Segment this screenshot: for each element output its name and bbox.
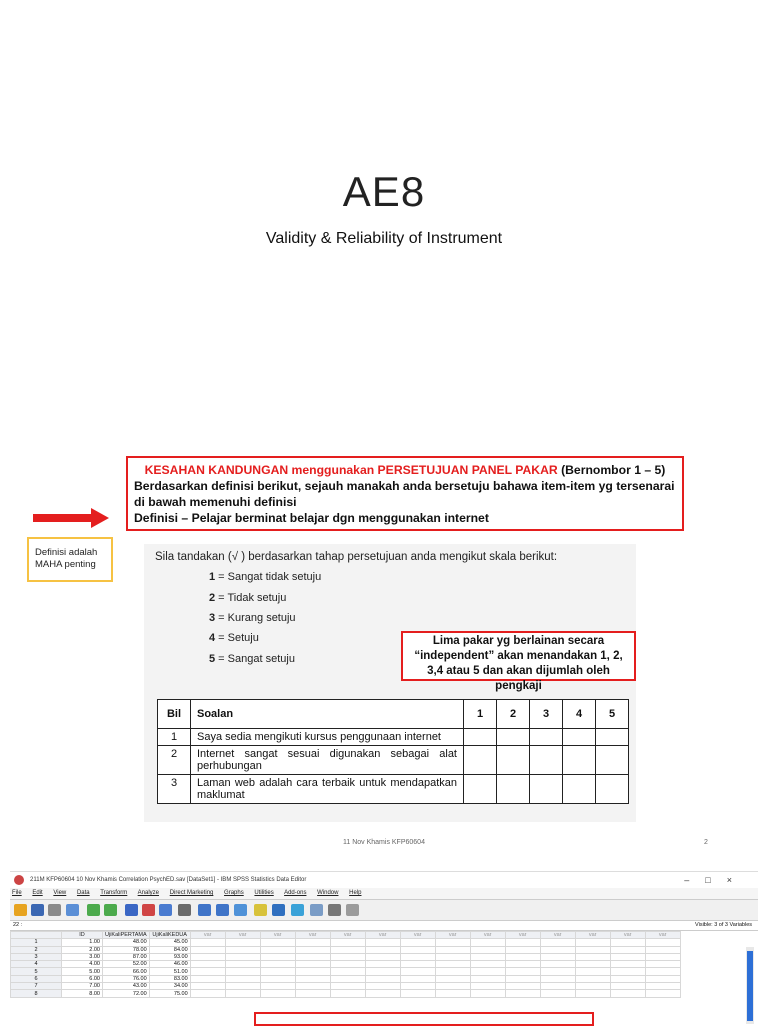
- empty-cell[interactable]: [295, 961, 330, 968]
- window-controls: [684, 872, 748, 888]
- empty-cell[interactable]: [400, 975, 435, 982]
- empty-cell[interactable]: [225, 939, 260, 946]
- minimize-button[interactable]: –: [684, 875, 706, 885]
- empty-cell[interactable]: [505, 939, 540, 946]
- close-button[interactable]: ×: [726, 875, 748, 885]
- rating-cell[interactable]: [464, 729, 497, 746]
- toolbar: [10, 900, 758, 921]
- empty-cell[interactable]: [575, 953, 610, 960]
- col-header-var[interactable]: var: [575, 932, 610, 939]
- data-cell[interactable]: 66.00: [103, 968, 150, 975]
- rating-cell[interactable]: [497, 729, 530, 746]
- data-grid: [10, 931, 758, 998]
- empty-cell[interactable]: [330, 961, 365, 968]
- rating-cell[interactable]: [563, 746, 596, 775]
- menu-analyze[interactable]: Analyze: [137, 890, 160, 896]
- menu-edit[interactable]: Edit: [32, 890, 43, 896]
- empty-cell[interactable]: [260, 968, 295, 975]
- row-number[interactable]: 2: [11, 946, 62, 953]
- empty-cell[interactable]: [610, 968, 645, 975]
- data-cell[interactable]: 52.00: [103, 961, 150, 968]
- empty-cell[interactable]: [260, 953, 295, 960]
- empty-cell[interactable]: [470, 961, 505, 968]
- empty-cell[interactable]: [575, 975, 610, 982]
- rating-cell[interactable]: [596, 729, 629, 746]
- menu-addons[interactable]: Add-ons: [284, 890, 307, 896]
- empty-cell[interactable]: [505, 968, 540, 975]
- col-header-var[interactable]: var: [225, 932, 260, 939]
- col-header-var[interactable]: var: [295, 932, 330, 939]
- col-header-var[interactable]: var: [400, 932, 435, 939]
- empty-cell[interactable]: [610, 939, 645, 946]
- row-question: Laman web adalah cara terbaik untuk mendapatkan maklumat: [191, 775, 464, 804]
- empty-cell[interactable]: [400, 983, 435, 990]
- empty-cell[interactable]: [435, 990, 470, 997]
- rating-cell[interactable]: [530, 729, 563, 746]
- empty-cell[interactable]: [365, 975, 400, 982]
- data-cell[interactable]: 72.00: [103, 990, 150, 997]
- data-cell[interactable]: 87.00: [103, 953, 150, 960]
- col-header-var[interactable]: var: [260, 932, 295, 939]
- empty-cell[interactable]: [225, 975, 260, 982]
- rating-cell[interactable]: [563, 775, 596, 804]
- weight-cases-icon[interactable]: [254, 904, 267, 916]
- empty-cell[interactable]: [540, 961, 575, 968]
- slide-subtitle: Validity & Reliability of Instrument: [265, 230, 503, 247]
- table-row: [11, 968, 681, 975]
- row-number[interactable]: 6: [11, 975, 62, 982]
- empty-cell[interactable]: [540, 968, 575, 975]
- empty-cell[interactable]: [470, 983, 505, 990]
- empty-cell[interactable]: [645, 953, 680, 960]
- row-bil: 3: [158, 775, 191, 804]
- menu-window[interactable]: Window: [317, 890, 339, 896]
- empty-cell[interactable]: [330, 939, 365, 946]
- empty-cell[interactable]: [295, 975, 330, 982]
- empty-cell[interactable]: [260, 939, 295, 946]
- table-row: [11, 975, 681, 982]
- empty-cell[interactable]: [225, 990, 260, 997]
- spss-app-icon: [14, 875, 24, 885]
- row-number[interactable]: 1: [11, 939, 62, 946]
- empty-cell[interactable]: [610, 953, 645, 960]
- empty-cell[interactable]: [400, 939, 435, 946]
- print-icon[interactable]: [48, 904, 61, 916]
- empty-cell[interactable]: [645, 961, 680, 968]
- data-cell[interactable]: 4.00: [62, 961, 103, 968]
- empty-cell[interactable]: [435, 939, 470, 946]
- content-validity-heading: [134, 462, 676, 478]
- dialog-recall-icon[interactable]: [66, 904, 79, 916]
- empty-cell[interactable]: [365, 968, 400, 975]
- col-header-var[interactable]: var: [470, 932, 505, 939]
- table-row: [11, 939, 681, 946]
- goto-variable-icon[interactable]: [142, 904, 155, 916]
- empty-cell[interactable]: [190, 961, 225, 968]
- data-cell[interactable]: 46.00: [149, 961, 190, 968]
- spss-data-editor: [10, 871, 758, 1025]
- empty-cell[interactable]: [225, 946, 260, 953]
- empty-cell[interactable]: [645, 983, 680, 990]
- empty-cell[interactable]: [190, 983, 225, 990]
- empty-cell[interactable]: [260, 975, 295, 982]
- table-row: [11, 983, 681, 990]
- expert-panel-note: Lima pakar yg berlainan secara “independent” akan menandakan 1, 2, 3,4 atau 5 dan akan dijumlah oleh pengkaji: [401, 631, 636, 681]
- definition-note: Definisi adalah MAHA penting: [27, 537, 113, 582]
- row-number[interactable]: 7: [11, 983, 62, 990]
- empty-cell[interactable]: [295, 983, 330, 990]
- empty-cell[interactable]: [645, 975, 680, 982]
- empty-cell[interactable]: [365, 961, 400, 968]
- empty-cell[interactable]: [575, 990, 610, 997]
- row-bil: 1: [158, 729, 191, 746]
- empty-cell[interactable]: [400, 968, 435, 975]
- row-question: Saya sedia mengikuti kursus penggunaan internet: [191, 729, 464, 746]
- empty-cell[interactable]: [435, 946, 470, 953]
- table-row: [11, 961, 681, 968]
- col-header-ujikalikedua[interactable]: UjiKaliKEDUA: [149, 932, 190, 939]
- col-header-2: 2: [497, 700, 530, 729]
- spell-check-icon[interactable]: [346, 904, 359, 916]
- row-number[interactable]: 8: [11, 990, 62, 997]
- empty-cell[interactable]: [435, 983, 470, 990]
- goto-case-icon[interactable]: [125, 904, 138, 916]
- rating-cell[interactable]: [530, 746, 563, 775]
- rating-cell[interactable]: [596, 775, 629, 804]
- col-header-var[interactable]: var: [435, 932, 470, 939]
- empty-cell[interactable]: [470, 975, 505, 982]
- empty-cell[interactable]: [260, 961, 295, 968]
- menu-help[interactable]: Help: [349, 890, 362, 896]
- definition-text: Definisi – Pelajar berminat belajar dgn menggunakan internet: [134, 511, 489, 525]
- show-all-icon[interactable]: [328, 904, 341, 916]
- cell-editor-bar: [10, 921, 758, 931]
- empty-cell[interactable]: [610, 975, 645, 982]
- undo-icon[interactable]: [87, 904, 100, 916]
- empty-cell[interactable]: [190, 975, 225, 982]
- empty-cell[interactable]: [540, 953, 575, 960]
- insert-variable-icon[interactable]: [216, 904, 229, 916]
- window-titlebar: [10, 872, 758, 888]
- empty-cell[interactable]: [470, 939, 505, 946]
- empty-cell[interactable]: [540, 975, 575, 982]
- empty-cell[interactable]: [365, 990, 400, 997]
- menu-transform[interactable]: Transform: [100, 890, 128, 896]
- col-header-ujikalipertama[interactable]: UjiKaliPERTAMA: [103, 932, 150, 939]
- scale-instruction: Sila tandakan (√ ) berdasarkan tahap persetujuan anda mengikut skala berikut:: [155, 551, 558, 563]
- empty-cell[interactable]: [365, 946, 400, 953]
- empty-cell[interactable]: [190, 953, 225, 960]
- data-cell[interactable]: 45.00: [149, 939, 190, 946]
- empty-cell[interactable]: [225, 968, 260, 975]
- empty-cell[interactable]: [505, 990, 540, 997]
- data-cell[interactable]: 8.00: [62, 990, 103, 997]
- col-header-3: 3: [530, 700, 563, 729]
- data-cell[interactable]: 7.00: [62, 983, 103, 990]
- empty-cell[interactable]: [575, 968, 610, 975]
- empty-cell[interactable]: [645, 946, 680, 953]
- col-header-var[interactable]: var: [645, 932, 680, 939]
- empty-cell[interactable]: [435, 975, 470, 982]
- select-cases-icon[interactable]: [272, 904, 285, 916]
- row-number[interactable]: 5: [11, 968, 62, 975]
- row-number[interactable]: 4: [11, 961, 62, 968]
- data-cell[interactable]: 51.00: [149, 968, 190, 975]
- scale-item: 1 = Sangat tidak setuju: [209, 571, 322, 583]
- window-title: 211M KFP60604 10 Nov Khamis Correlation PsychED.sav [DataSet1] - IBM SPSS Statistics Data Editor: [30, 877, 307, 883]
- visible-variables-count: Visible: 3 of 3 Variables: [695, 922, 752, 928]
- empty-cell[interactable]: [295, 953, 330, 960]
- insert-cases-icon[interactable]: [198, 904, 211, 916]
- find-icon[interactable]: [178, 904, 191, 916]
- empty-cell[interactable]: [610, 946, 645, 953]
- cell-reference: 22 :: [13, 922, 23, 928]
- save-icon[interactable]: [31, 904, 44, 916]
- heading-range: (Bernombor 1 – 5): [557, 463, 666, 477]
- col-header-var[interactable]: var: [330, 932, 365, 939]
- empty-cell[interactable]: [190, 946, 225, 953]
- menu-graphs[interactable]: Graphs: [224, 890, 244, 896]
- empty-cell[interactable]: [575, 939, 610, 946]
- data-cell[interactable]: 43.00: [103, 983, 150, 990]
- empty-cell[interactable]: [365, 983, 400, 990]
- empty-cell[interactable]: [400, 961, 435, 968]
- data-cell[interactable]: 78.00: [103, 946, 150, 953]
- menu-view[interactable]: View: [53, 890, 67, 896]
- empty-cell[interactable]: [435, 961, 470, 968]
- data-cell[interactable]: 48.00: [103, 939, 150, 946]
- empty-cell[interactable]: [505, 983, 540, 990]
- scale-item: 2 = Tidak setuju: [209, 592, 287, 604]
- empty-cell[interactable]: [540, 990, 575, 997]
- redo-icon[interactable]: [104, 904, 117, 916]
- rating-cell[interactable]: [464, 746, 497, 775]
- content-validity-box: [126, 456, 684, 531]
- data-cell[interactable]: 84.00: [149, 946, 190, 953]
- scale-item: 4 = Setuju: [209, 632, 259, 644]
- empty-cell[interactable]: [505, 953, 540, 960]
- empty-cell[interactable]: [470, 953, 505, 960]
- grid-header-row: [11, 932, 681, 939]
- menu-direct-marketing[interactable]: Direct Marketing: [169, 890, 214, 896]
- table-row: [158, 729, 629, 746]
- empty-cell[interactable]: [610, 990, 645, 997]
- row-question: Internet sangat sesuai digunakan sebagai alat perhubungan: [191, 746, 464, 775]
- data-cell[interactable]: 93.00: [149, 953, 190, 960]
- empty-cell[interactable]: [645, 939, 680, 946]
- col-header-5: 5: [596, 700, 629, 729]
- empty-cell[interactable]: [400, 946, 435, 953]
- rating-cell[interactable]: [497, 775, 530, 804]
- menu-file[interactable]: File: [12, 890, 22, 896]
- data-cell[interactable]: 3.00: [62, 953, 103, 960]
- col-header-1: 1: [464, 700, 497, 729]
- empty-cell[interactable]: [575, 983, 610, 990]
- col-header-soalan: Soalan: [191, 700, 464, 729]
- value-labels-icon[interactable]: [291, 904, 304, 916]
- data-cell[interactable]: 5.00: [62, 968, 103, 975]
- col-header-var[interactable]: var: [190, 932, 225, 939]
- empty-cell[interactable]: [540, 946, 575, 953]
- rating-cell[interactable]: [497, 746, 530, 775]
- empty-cell[interactable]: [225, 961, 260, 968]
- table-header-row: [158, 700, 629, 729]
- questionnaire-table: [157, 699, 629, 804]
- empty-cell[interactable]: [470, 968, 505, 975]
- rating-cell[interactable]: [563, 729, 596, 746]
- rating-cell[interactable]: [530, 775, 563, 804]
- empty-cell[interactable]: [295, 968, 330, 975]
- scrollbar-thumb[interactable]: [747, 951, 753, 1021]
- empty-cell[interactable]: [295, 946, 330, 953]
- vertical-scrollbar[interactable]: [746, 947, 754, 1024]
- empty-cell[interactable]: [505, 961, 540, 968]
- data-cell[interactable]: 2.00: [62, 946, 103, 953]
- row-number-header: [11, 932, 62, 939]
- grid-body: [11, 939, 681, 997]
- slide-title: AE8: [342, 168, 426, 215]
- empty-cell[interactable]: [225, 983, 260, 990]
- definition-question: Berdasarkan definisi berikut, sejauh manakah anda bersetuju bahawa item-item yg tersenarai: [134, 479, 675, 493]
- empty-cell[interactable]: [330, 946, 365, 953]
- empty-cell[interactable]: [400, 953, 435, 960]
- empty-cell[interactable]: [330, 953, 365, 960]
- definition-question-cont: di bawah memenuhi definisi: [134, 495, 297, 509]
- col-header-var[interactable]: var: [540, 932, 575, 939]
- data-cell[interactable]: 1.00: [62, 939, 103, 946]
- empty-cell[interactable]: [400, 990, 435, 997]
- rating-cell[interactable]: [464, 775, 497, 804]
- empty-cell[interactable]: [225, 953, 260, 960]
- scale-item: 3 = Kurang setuju: [209, 612, 296, 624]
- empty-cell[interactable]: [435, 968, 470, 975]
- empty-cell[interactable]: [330, 975, 365, 982]
- table-row: [158, 746, 629, 775]
- col-header-bil: Bil: [158, 700, 191, 729]
- col-header-var[interactable]: var: [610, 932, 645, 939]
- row-bil: 2: [158, 746, 191, 775]
- data-cell[interactable]: 83.00: [149, 975, 190, 982]
- data-cell[interactable]: 75.00: [149, 990, 190, 997]
- empty-cell[interactable]: [190, 968, 225, 975]
- menu-data[interactable]: Data: [76, 890, 90, 896]
- row-number[interactable]: 3: [11, 953, 62, 960]
- table-row: [11, 990, 681, 997]
- scale-item: 5 = Sangat setuju: [209, 653, 295, 665]
- red-arrow-icon: [33, 508, 109, 528]
- menu-bar: [10, 888, 758, 900]
- col-header-var[interactable]: var: [505, 932, 540, 939]
- empty-cell[interactable]: [295, 990, 330, 997]
- empty-cell[interactable]: [575, 946, 610, 953]
- table-row: [11, 946, 681, 953]
- empty-cell[interactable]: [610, 961, 645, 968]
- empty-cell[interactable]: [365, 953, 400, 960]
- empty-cell[interactable]: [260, 990, 295, 997]
- slide-footer: 11 Nov Khamis KFP60604: [343, 839, 425, 846]
- open-folder-icon[interactable]: [14, 904, 27, 916]
- empty-cell[interactable]: [645, 968, 680, 975]
- empty-cell[interactable]: [470, 990, 505, 997]
- page-number: 2: [704, 839, 708, 846]
- empty-cell[interactable]: [610, 983, 645, 990]
- empty-cell[interactable]: [365, 939, 400, 946]
- empty-cell[interactable]: [540, 983, 575, 990]
- data-cell[interactable]: 76.00: [103, 975, 150, 982]
- empty-cell[interactable]: [330, 968, 365, 975]
- empty-cell[interactable]: [260, 946, 295, 953]
- maximize-button[interactable]: □: [705, 875, 727, 885]
- variables-icon[interactable]: [159, 904, 172, 916]
- empty-cell[interactable]: [190, 990, 225, 997]
- empty-cell[interactable]: [295, 939, 330, 946]
- empty-cell[interactable]: [645, 990, 680, 997]
- rating-cell[interactable]: [596, 746, 629, 775]
- data-cell[interactable]: 34.00: [149, 983, 190, 990]
- table-row: [158, 775, 629, 804]
- empty-cell[interactable]: [540, 939, 575, 946]
- empty-cell[interactable]: [330, 990, 365, 997]
- menu-utilities[interactable]: Utilities: [254, 890, 274, 896]
- empty-cell[interactable]: [505, 975, 540, 982]
- empty-cell[interactable]: [435, 953, 470, 960]
- heading-highlight: KESAHAN KANDUNGAN menggunakan PERSETUJUAN PANEL PAKAR: [144, 463, 558, 477]
- empty-cell[interactable]: [470, 946, 505, 953]
- col-header-id[interactable]: ID: [62, 932, 103, 939]
- table-row: [11, 953, 681, 960]
- empty-cell[interactable]: [505, 946, 540, 953]
- split-file-icon[interactable]: [234, 904, 247, 916]
- col-header-4: 4: [563, 700, 596, 729]
- use-sets-icon[interactable]: [310, 904, 323, 916]
- col-header-var[interactable]: var: [365, 932, 400, 939]
- empty-cell[interactable]: [575, 961, 610, 968]
- empty-cell[interactable]: [260, 983, 295, 990]
- data-cell[interactable]: 6.00: [62, 975, 103, 982]
- empty-cell[interactable]: [330, 983, 365, 990]
- empty-cell[interactable]: [190, 939, 225, 946]
